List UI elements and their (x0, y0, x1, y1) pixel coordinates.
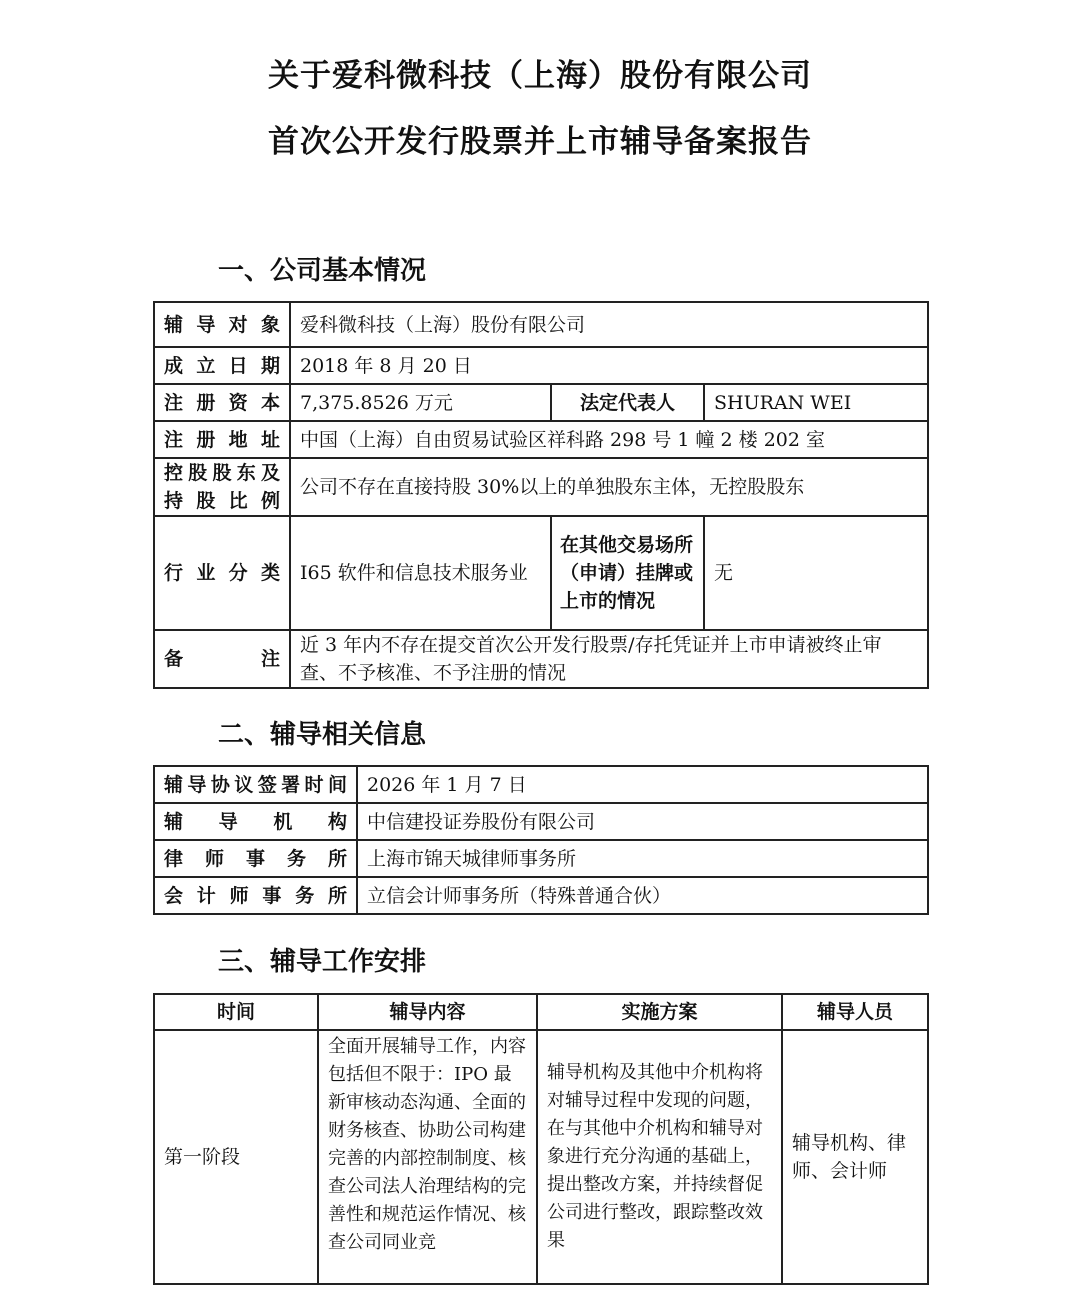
holder-value: 公司不存在直接持股 30%以上的单独股东主体，无控股股东 (290, 458, 928, 516)
listing-label: 在其他交易场所（申请）挂牌或上市的情况 (551, 516, 704, 630)
founded-value: 2018 年 8 月 20 日 (290, 347, 928, 384)
holder-label (154, 458, 290, 516)
phase-content: 全面开展辅导工作，内容包括但不限于：IPO 最新审核动态沟通、全面的财务核查、协助公司构建完善的内部控制制度、核查公司法人治理结构的完善性和规范运作情况、核查公司同业竞 (318, 1030, 537, 1284)
agreement-date-value: 2026 年 1 月 7 日 (357, 766, 928, 803)
agency-value: 中信建投证券股份有限公司 (357, 803, 928, 840)
agency-label: 辅导机构 (154, 803, 357, 840)
law-firm-label: 律师事务所 (154, 840, 357, 877)
phase-plan: 辅导机构及其他中介机构将对辅导过程中发现的问题，在与其他中介机构和辅导对象进行充分沟通的基础上，提出整改方案，并持续督促公司进行整改，跟踪整改效果 (537, 1030, 782, 1284)
header-staff: 辅导人员 (782, 994, 928, 1030)
accounting-firm-value: 立信会计师事务所（特殊普通合伙） (357, 877, 928, 914)
target-value: 爱科微科技（上海）股份有限公司 (290, 302, 928, 347)
capital-label: 注册资本 (154, 384, 290, 421)
company-info-table (153, 301, 929, 689)
phase-time: 第一阶段 (154, 1030, 318, 1284)
legal-rep-value: SHURAN WEI (704, 384, 928, 421)
accounting-firm-label: 会计师事务所 (154, 877, 357, 914)
section-3-heading: 三、辅导工作安排 (218, 947, 427, 977)
header-time: 时间 (154, 994, 318, 1030)
law-firm-value: 上海市锦天城律师事务所 (357, 840, 928, 877)
address-value: 中国（上海）自由贸易试验区祥科路 298 号 1 幢 2 楼 202 室 (290, 421, 928, 458)
holder-label-line-2: 持股比例 (164, 490, 280, 512)
section-1-heading: 一、公司基本情况 (218, 256, 427, 286)
agreement-date-label: 辅导协议签署时间 (154, 766, 357, 803)
industry-label: 行业分类 (154, 516, 290, 630)
report-title-line-1: 关于爱科微科技（上海）股份有限公司 (268, 58, 812, 94)
header-plan: 实施方案 (537, 994, 782, 1030)
remark-label: 备注 (154, 630, 290, 688)
legal-rep-label: 法定代表人 (551, 384, 704, 421)
tutoring-info-table (153, 765, 929, 915)
listing-value: 无 (704, 516, 928, 630)
remark-value: 近 3 年内不存在提交首次公开发行股票/存托凭证并上市申请被终止审查、不予核准、不予注册的情况 (290, 630, 928, 688)
capital-value: 7,375.8526 万元 (290, 384, 551, 421)
address-label: 注册地址 (154, 421, 290, 458)
header-content: 辅导内容 (318, 994, 537, 1030)
work-schedule-table (153, 993, 929, 1285)
report-title-line-2: 首次公开发行股票并上市辅导备案报告 (268, 124, 812, 160)
holder-label-line-1: 控股股东及 (164, 462, 280, 484)
section-2-heading: 二、辅导相关信息 (218, 720, 427, 750)
founded-label: 成立日期 (154, 347, 290, 384)
phase-staff: 辅导机构、律师、会计师 (782, 1030, 928, 1284)
industry-value: I65 软件和信息技术服务业 (290, 516, 551, 630)
target-label: 辅导对象 (154, 302, 290, 347)
